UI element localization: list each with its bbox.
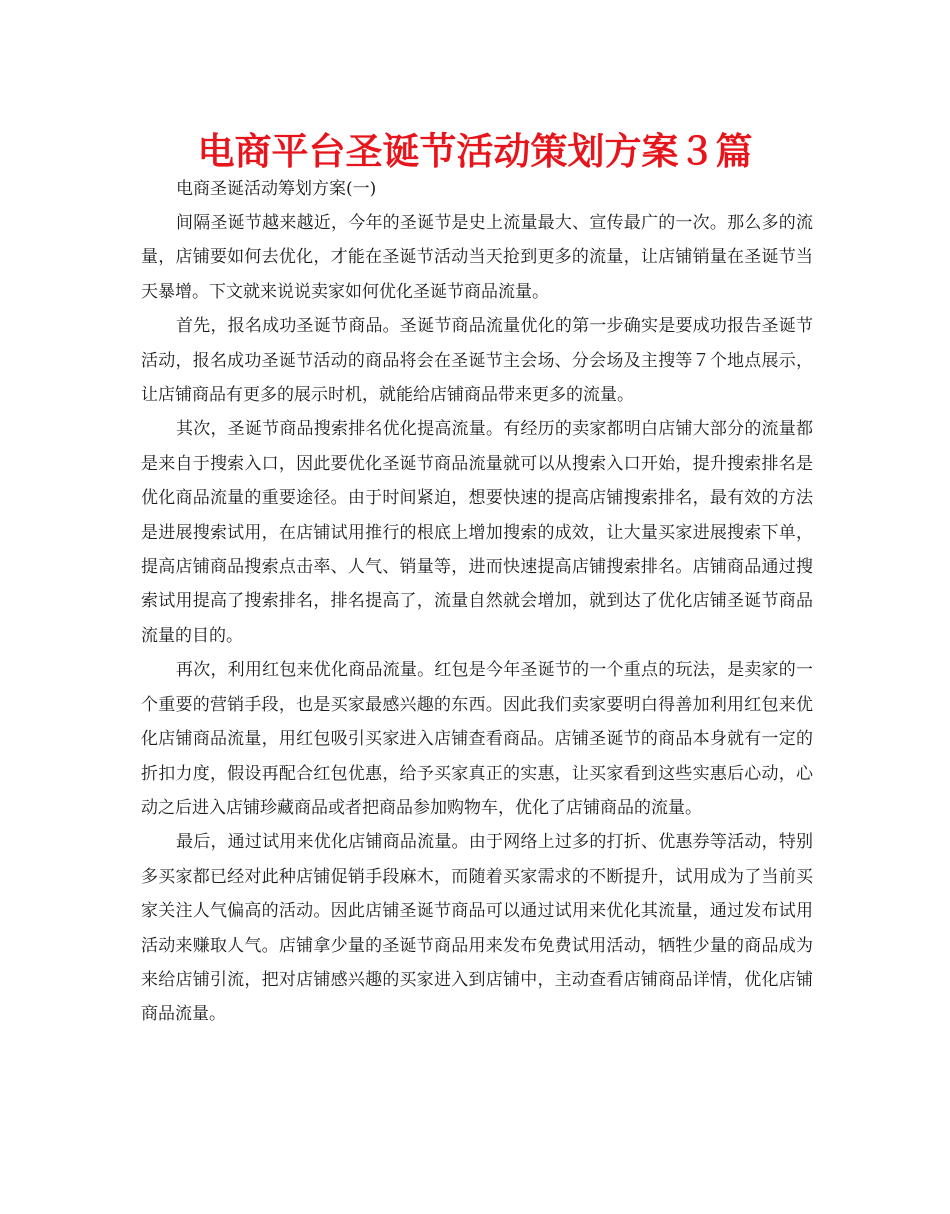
document-body <box>141 172 813 1032</box>
paragraph-last: 最后，通过试用来优化店铺商品流量。由于网络上过多的打折、优惠券等活动，特别多买家都已经对此种店铺促销手段麻木，而随着买家需求的不断提升，试用成为了当前买家关注人气偏高的活动。因此店铺圣诞节商品可以通过试用来优化其流量，通过发布试用活动来赚取人气。店铺拿少量的圣诞节商品用来发布免费试用活动，牺牲少量的商品成为来给店铺引流，把对店铺感兴趣的买家进入到店铺中，主动查看店铺商品详情，优化店铺商品流量。 <box>141 832 813 1025</box>
paragraph-intro: 间隔圣诞节越来越近，今年的圣诞节是史上流量最大、宣传最广的一次。那么多的流量，店铺要如何去优化，才能在圣诞节活动当天抢到更多的流量，让店铺销量在圣诞节当天暴增。下文就来说说卖家如何优化圣诞节商品流量。 <box>141 213 813 302</box>
document-title: 电商平台圣诞节活动策划方案３篇 <box>197 130 753 173</box>
paragraph-first: 首先，报名成功圣诞节商品。圣诞节商品流量优化的第一步确实是要成功报告圣诞节活动，报名成功圣诞节活动的商品将会在圣诞节主会场、分会场及主搜等７个地点展示，让店铺商品有更多的展示时机，就能给店铺商品带来更多的流量。 <box>141 316 813 406</box>
paragraph-third: 再次，利用红包来优化商品流量。红包是今年圣诞节的一个重点的玩法，是卖家的一个重要的营销手段，也是买家最感兴趣的东西。因此我们卖家要明白得善加利用红包来优化店铺商品流量，用红包吸引买家进入店铺查看商品。店铺圣诞节的商品本身就有一定的折扣力度，假设再配合红包优惠，给予买家真正的实惠，让买家看到这些实惠后心动，心动之后进入店铺珍藏商品或者把商品参加购物车，优化了店铺商品的流量。 <box>141 660 813 818</box>
section-subtitle: 电商圣诞活动筹划方案(一) <box>176 179 377 199</box>
paragraph-second: 其次，圣诞节商品搜索排名优化提高流量。有经历的卖家都明白店铺大部分的流量都是来自于搜索入口，因此要优化圣诞节商品流量就可以从搜索入口开始，提升搜索排名是优化商品流量的重要途径。由于时间紧迫，想要快速的提高店铺搜索排名，最有效的方法是进展搜索试用，在店铺试用推行的根底上增加搜索的成效，让大量买家进展搜索下单，提高店铺商品搜索点击率、人气、销量等，进而快速提高店铺搜索排名。店铺商品通过搜索试用提高了搜索排名，排名提高了，流量自然就会增加，就到达了优化店铺圣诞节商品流量的目的。 <box>141 419 813 646</box>
